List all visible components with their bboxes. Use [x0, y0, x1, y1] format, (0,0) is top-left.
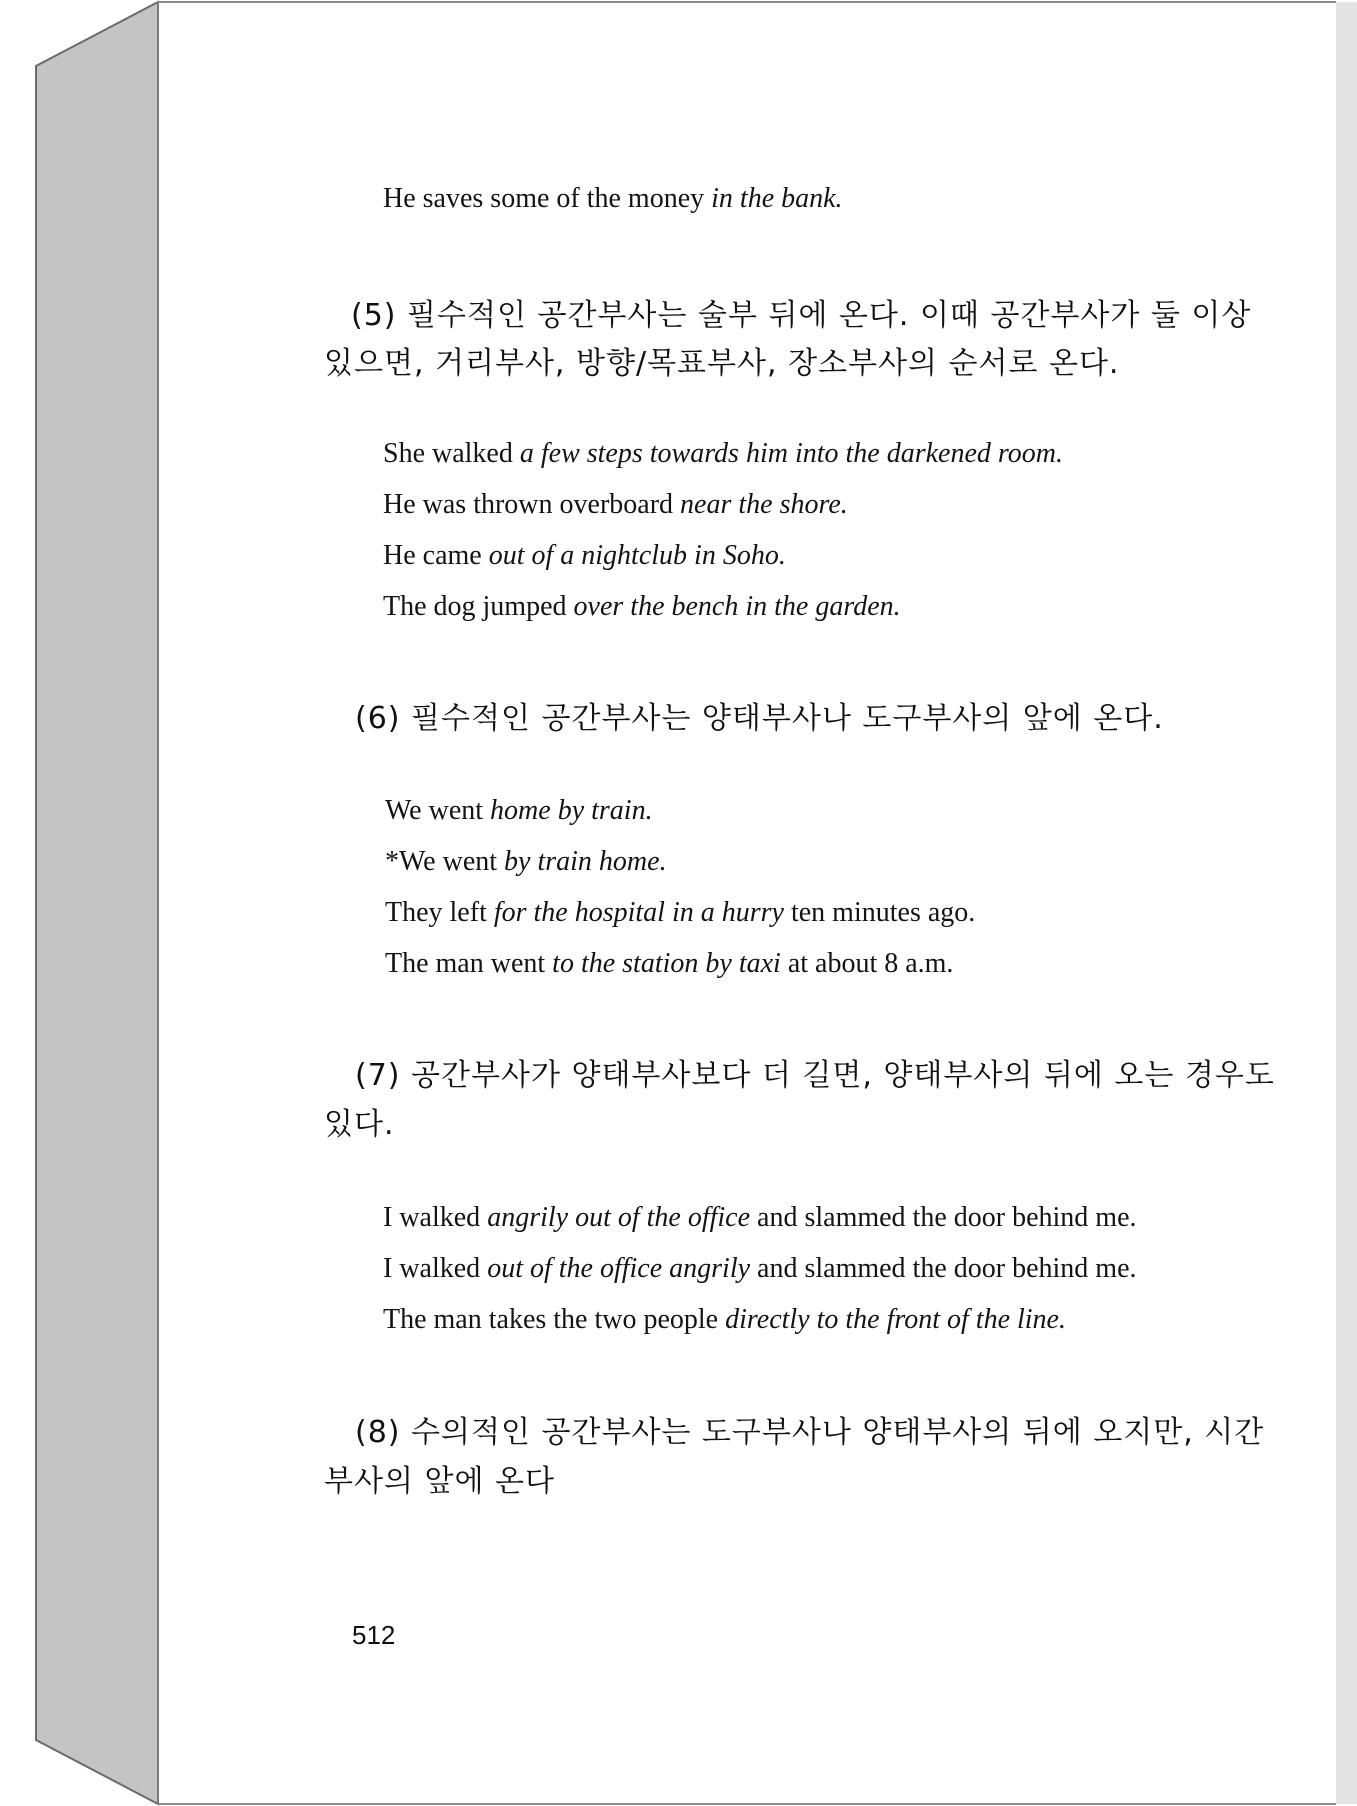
book-page: [158, 2, 1336, 1802]
page-number: 512: [352, 1620, 396, 1650]
example-sentence-ungrammatical: *We went by train home.: [385, 846, 667, 877]
rule-5-text-continued: 있으면, 거리부사, 방향/목표부사, 장소부사의 순서로 온다.: [324, 346, 1120, 381]
example-sentence: They left for the hospital in a hurry ten minutes ago.: [385, 897, 976, 928]
rule-7-text: (7) 공간부사가 양태부사보다 더 길면, 양태부사의 뒤에 오는 경우도: [355, 1058, 1275, 1093]
example-sentence: I walked angrily out of the office and slammed the door behind me.: [383, 1202, 1137, 1233]
example-sentence: The man went to the station by taxi at about 8 a.m.: [385, 948, 954, 979]
rule-7-text-continued: 있다.: [324, 1107, 395, 1142]
example-sentence: The dog jumped over the bench in the garden.: [383, 591, 901, 622]
example-sentence: We went home by train.: [385, 795, 653, 826]
rule-8-text: (8) 수의적인 공간부사는 도구부사나 양태부사의 뒤에 오지만, 시간: [355, 1415, 1265, 1450]
example-sentence: He was thrown overboard near the shore.: [383, 489, 848, 520]
example-sentence: She walked a few steps towards him into the darkened room.: [383, 438, 1063, 469]
example-sentence: The man takes the two people directly to the front of the line.: [383, 1304, 1066, 1335]
example-sentence: He came out of a nightclub in Soho.: [383, 540, 786, 571]
example-sentence: I walked out of the office angrily and slammed the door behind me.: [383, 1253, 1137, 1284]
rule-8-text-continued: 부사의 앞에 온다: [324, 1464, 555, 1499]
rule-6-text: (6) 필수적인 공간부사는 양태부사나 도구부사의 앞에 온다.: [355, 701, 1164, 736]
example-sentence: He saves some of the money in the bank.: [383, 183, 843, 214]
rule-5-text: (5) 필수적인 공간부사는 술부 뒤에 온다. 이때 공간부사가 둘 이상: [351, 298, 1252, 333]
